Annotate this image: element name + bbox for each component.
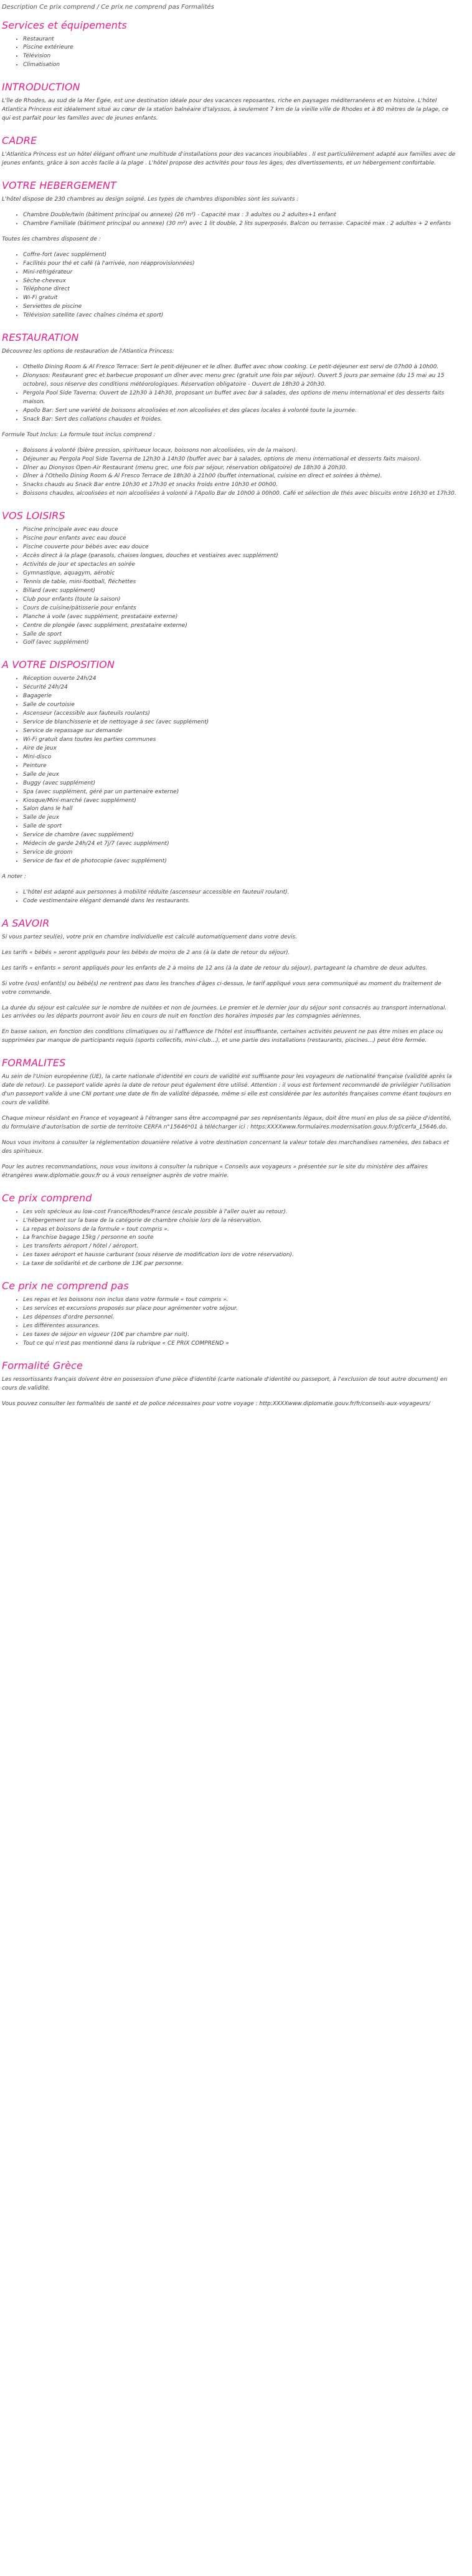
list-item: • Dîner au Dionysos Open-Air Restaurant (menu grec, une fois par séjour, réservation obligatoire) de 18h30 à 20h30. (23, 464, 456, 473)
list-item: • Accès direct à la plage (parasols, chaises longues, douches et vestiaires avec supplément) (23, 552, 456, 561)
section (2, 1192, 456, 1269)
section (2, 179, 456, 320)
list-item: • Piscine extérieure (23, 44, 456, 52)
paragraph: Les tarifs « bébés » seront appliqués pour les bébés de moins de 2 ans (à la date de retour du séjour). (2, 949, 290, 956)
bullet-list (2, 1208, 456, 1269)
paragraph: La durée du séjour est calculée sur le nombre de nuitées et non de journées. Le premier et le dernier jour du séjour sont consacrés au transport international. Les arrivées ou les départs pourront avoir lieu en cours de nuit en fonction des horaires imposés par les compagnies aériennes. (2, 1004, 447, 1020)
list-item: • Service de blanchisserie et de nettoyage à sec (avec supplément) (23, 718, 456, 727)
section-title: VOS LOISIRS (2, 510, 65, 522)
list-item: • Dionysos: Restaurant grec et barbecue proposant un dîner avec menu grec (gratuit une fois par séjour). Ouvert 5 jours par semaine (du 15 mai au 15 octobre), sous réserve des conditions météorologiques. Réservation obligatoire - Ouvert de 18h30 à 20h30. (23, 372, 456, 389)
section (2, 1057, 456, 1180)
list-item: • Salle de sport (23, 823, 456, 831)
list-item: • L'hôtel est adapté aux personnes à mobilité réduite (ascenseur accessible en fauteuil roulant). (23, 889, 456, 897)
list-item: • Kiosque/Mini-marché (avec supplément) (23, 797, 456, 806)
list-item: • Télévision satellite (avec chaînes cinéma et sport) (23, 312, 456, 320)
bullet-list (2, 675, 456, 866)
bullet-list (2, 889, 456, 906)
list-item: • Salle de courtoisie (23, 701, 456, 710)
list-item: • Les taxes de séjour en vigueur (10€ par chambre par nuit). (23, 1331, 456, 1340)
paragraph: Découvrez les options de restauration de l'Atlantica Princess: (2, 348, 174, 355)
list-item: • Service de chambre (avec supplément) (23, 831, 456, 840)
section (2, 510, 456, 647)
paragraph: Chaque mineur résidant en France et voyageant à l'étranger sans être accompagné par ses représentants légaux, doit être muni en plus de sa pièce d'identité, du formulaire d'autorisation de sortie de territoire CERFA n°15646*01 à télécharger ici : https:XXXXwww.formulaires.modernisation.gouv.fr/gf/cerfa_15646.do. (2, 1115, 452, 1130)
section-title: A VOTRE DISPOSITION (2, 659, 115, 671)
list-item: • Buggy (avec supplément) (23, 780, 456, 788)
paragraph: Formule Tout Inclus: La formule tout inclus comprend : (2, 431, 156, 438)
list-item: • Service de fax et de photocopie (avec supplément) (23, 857, 456, 866)
paragraph: Les ressortissants français doivent être en possession d'une pièce d'identité (carte nationale d'identité ou passeport, à l'exclusion de tout autre document) en cours de validité. (2, 1376, 448, 1391)
list-item: • Téléphone direct (23, 285, 456, 294)
list-item: • Chambre Familiale (bâtiment principal ou annexe) (30 m²) avec 1 lit double, 2 lits superposés. Balcon ou terrasse. Capacité max : 2 adultes + 2 enfants (23, 220, 456, 229)
list-item: • Club pour enfants (toute la saison) (23, 596, 456, 604)
list-item: • Salle de sport (23, 631, 456, 639)
list-item: • La repas et boissons de la formule « tout compris ». (23, 1226, 456, 1234)
list-item: • Réception ouverte 24h/24 (23, 675, 456, 684)
list-item: • Déjeuner au Pergola Pool Side Taverna de 12h30 à 14h30 (buffet avec bar à salades, options de menu international et desserts faits maison). (23, 456, 456, 464)
list-item: • Dîner à l'Othello Dining Room & Al Fresco Terrace de 18h30 à 21h00 (buffet international, cuisine en direct et soirées à thème). (23, 472, 456, 481)
list-item: • Service de repassage sur demande (23, 727, 456, 736)
section (2, 81, 456, 123)
list-item: • Télévision (23, 52, 456, 61)
list-item: • Spa (avec supplément, géré par un partenaire externe) (23, 788, 456, 797)
list-item: • Salle de jeux (23, 771, 456, 780)
paragraph: L'Atlantica Princess est un hôtel élégant offrant une multitude d'installations pour des vacances inoubliables . Il est particulièrement adapté aux familles avec de jeunes enfants, grâce à son accès facile à la plage . L'hôtel propose des activités pour tous les âges, des divertissements, et un hébergement confortable. (2, 151, 456, 166)
list-item: • Médecin de garde 24h/24 et 7j/7 (avec supplément) (23, 840, 456, 849)
list-item: • Wi-Fi gratuit dans toutes les parties communes (23, 736, 456, 745)
list-item: • Billard (avec supplément) (23, 587, 456, 596)
paragraph: Pour les autres recommandations, nous vous invitons à consulter la rubrique « Conseils aux voyageurs » présentée sur le site du ministère des affaires étrangères www.diplomatie.gouv.fr ou à vous renseigner auprès de votre mairie. (2, 1163, 428, 1179)
list-item: • Planche à voile (avec supplément, prestataire externe) (23, 613, 456, 622)
paragraph: Toutes les chambres disposent de : (2, 236, 101, 242)
bullet-list (2, 447, 456, 499)
paragraph: Les tarifs « enfants » seront appliqués pour les enfants de 2 à moins de 12 ans (à la date de retour du séjour), partageant la chambre de deux adultes. (2, 965, 428, 971)
section (2, 659, 456, 905)
list-item: • Ascenseur (accessible aux fauteuils roulants) (23, 710, 456, 718)
list-item: • Bagagerie (23, 692, 456, 701)
section (2, 19, 456, 70)
section-title: FORMALITES (2, 1057, 66, 1069)
section (2, 1360, 456, 1409)
list-item: • Salon dans le hall (23, 805, 456, 814)
list-item: • Les vols spécieux au low-cost France/Rhodes/France (escale possible à l'aller ou/et au retour). (23, 1208, 456, 1217)
list-item: • Othello Dining Room & Al Fresco Terrace: Sert le petit-déjeuner et le dîner. Buffet avec show cooking. Le petit-déjeuner est servi de 07h00 à 10h00. (23, 363, 456, 372)
section-title: Services et équipements (2, 19, 127, 31)
paragraph: Si vous partez seul(e), votre prix en chambre individuelle est calculé automatiquement dans votre devis. (2, 933, 298, 940)
list-item: • La franchise bagage 15kg / personne en soute (23, 1234, 456, 1243)
paragraph: Vous pouvez consulter les formalités de santé et de police nécessaires pour votre voyage : http:XXXXwww.diplomatie.gouv.fr/fr/conseils-aux-voyageurs/ (2, 1400, 430, 1407)
section-title: CADRE (2, 135, 37, 147)
list-item: • Coffre-fort (avec supplément) (23, 251, 456, 260)
list-item: • Les services et excursions proposés sur place pour agrémenter votre séjour. (23, 1305, 456, 1314)
list-item: • Cours de cuisine/pâtisserie pour enfants (23, 604, 456, 613)
list-item: • Piscine pour enfants avec eau douce (23, 535, 456, 543)
list-item: • Apollo Bar: Sert une variété de boissons alcoolisées et non alcoolisées et des glaces locales à volonté toute la journée. (23, 407, 456, 416)
list-item: • L'hébergement sur la base de la catégorie de chambre choisie lors de la réservation. (23, 1217, 456, 1226)
list-item: • Climatisation (23, 61, 456, 70)
bullet-list (2, 1296, 456, 1348)
list-item: • Les transferts aéroport / hôtel / aéroport. (23, 1243, 456, 1251)
section-title: Ce prix ne comprend pas (2, 1280, 129, 1292)
list-item: • Chambre Double/twin (bâtiment principal ou annexe) (26 m²) - Capacité max : 3 adultes ou 2 adultes+1 enfant (23, 211, 456, 220)
list-item: • Sécurité 24h/24 (23, 684, 456, 692)
section (2, 917, 456, 1046)
section (2, 135, 456, 168)
bullet-list (2, 36, 456, 70)
page-header-breadcrumb: Description Ce prix comprend / Ce prix ne comprend pas Formalités (2, 4, 214, 11)
list-item: • Wi-Fi gratuit (23, 294, 456, 303)
section-title: VOTRE HEBERGEMENT (2, 179, 116, 191)
list-item: • Salle de jeux (23, 814, 456, 823)
list-item: • Piscine principale avec eau douce (23, 526, 456, 535)
bullet-list (2, 251, 456, 321)
paragraph: Au sein de l'Union européenne (UE), la carte nationale d'identité en cours de validité est suffisante pour les voyageurs de nationalité française (validité après la date de retour). Le passeport valide après la date de retour peut également être utilisé. Attention : il vous est fortement recommandé de privilégier l'utilisation d'un passeport valide à une CNI portant une date de fin de validité dépassée, même si elle est considérée par les autorités françaises comme étant toujours en cours de validité. (2, 1074, 452, 1107)
section-title: Formalité Grèce (2, 1359, 83, 1371)
list-item: • Snacks chauds au Snack Bar entre 10h30 et 17h30 et snacks froids entre 10h30 et 00h00. (23, 481, 456, 490)
list-item: • Facilités pour thé et café (à l'arrivée, non réapprovisionnées) (23, 260, 456, 269)
paragraph: Si votre (vos) enfant(s) ou bébé(s) ne rentrent pas dans les tranches d'âges ci-dessus, le tarif appliqué vous sera communiqué au moment du traitement de votre commande. (2, 980, 441, 996)
list-item: • Les dépenses d'ordre personnel. (23, 1314, 456, 1322)
sections-container (2, 19, 456, 1409)
paragraph: L'île de Rhodes, au sud de la Mer Égée, est une destination idéale pour des vacances reposantes, riche en paysages méditerranéens et en histoire. L'hôtel Atlantica Princess est idéalement situé au cœur de la station balnéaire d'Ialyssos, à seulement 7 km de la vieille ville de Rhodes et à 80 mètres de la plage, ce qui est parfait pour les familles avec de jeunes enfants. (2, 98, 449, 122)
paragraph: Nous vous invitons à consulter la réglementation douanière relative à votre destination concernant la valeur totale des marchandises ramenées, des tabacs et des spiritueux. (2, 1139, 450, 1155)
paragraph: L'hôtel dispose de 230 chambres au design soigné. Les types de chambres disponibles sont les suivants : (2, 196, 299, 203)
list-item: • Les repas et les boissons non inclus dans votre formule « tout compris ». (23, 1296, 456, 1305)
list-item: • Boissons chaudes, alcoolisées et non alcoolisées à volonté à l'Apollo Bar de 10h00 à 00h00. Café et sélection de thés avec biscuits entre 16h30 et 17h30. (23, 490, 456, 499)
list-item: • Activités de jour et spectacles en soirée (23, 561, 456, 570)
list-item: • Tennis de table, mini-football, fléchettes (23, 578, 456, 587)
list-item: • Golf (avec supplément) (23, 639, 456, 647)
list-item: • Mini-réfrigérateur (23, 269, 456, 277)
bullet-list (2, 363, 456, 424)
section (2, 1280, 456, 1348)
paragraph: A noter : (2, 874, 26, 880)
list-item: • Code vestimentaire élégant demandé dans les restaurants. (23, 897, 456, 906)
list-item: • Les différentes assurances. (23, 1322, 456, 1331)
list-item: • Snack Bar: Sert des collations chaudes et froides. (23, 416, 456, 424)
list-item: • Aire de jeux (23, 745, 456, 753)
list-item: • Sèche-cheveux (23, 277, 456, 286)
list-item: • La taxe de solidarité et de carbone de 13€ par personne. (23, 1260, 456, 1269)
section (2, 332, 456, 499)
list-item: • Pergola Pool Side Taverna: Ouvert de 12h30 à 14h30, proposant un buffet avec bar à salades, des options de menu international et des desserts faits maison. (23, 389, 456, 407)
list-item: • Mini-disco (23, 753, 456, 762)
list-item: • Gymnastique, aquagym, aérobic (23, 570, 456, 578)
section-title: INTRODUCTION (2, 81, 80, 93)
list-item: • Serviettes de piscine (23, 303, 456, 312)
list-item: • Piscine couverte pour bébés avec eau douce (23, 543, 456, 552)
list-item: • Peinture (23, 762, 456, 771)
list-item: • Service de groom (23, 849, 456, 857)
bullet-list (2, 211, 456, 229)
section-title: A SAVOIR (2, 917, 50, 929)
bullet-list (2, 526, 456, 647)
section-title: Ce prix comprend (2, 1191, 92, 1204)
list-item: • Tout ce qui n'est pas mentionné dans la rubrique « CE PRIX COMPREND » (23, 1340, 456, 1348)
list-item: • Restaurant (23, 36, 456, 44)
list-item: • Centre de plongée (avec supplément, prestataire externe) (23, 622, 456, 631)
section-title: RESTAURATION (2, 332, 79, 344)
list-item: • Boissons à volonté (bière pression, spiritueux locaux, boissons non alcoolisées, vin de la maison). (23, 447, 456, 456)
list-item: • Les taxes aéroport et hausse carburant (sous réserve de modification lors de votre réservation). (23, 1251, 456, 1260)
paragraph: En basse saison, en fonction des conditions climatiques ou si l'affluence de l'hôtel est insuffisante, certaines activités peuvent ne pas être mises en place ou supprimées par manque de participants requis (sports collectifs, mini-club...), et une partie des installations (restaurants, piscines...) peut être fermée. (2, 1029, 443, 1044)
